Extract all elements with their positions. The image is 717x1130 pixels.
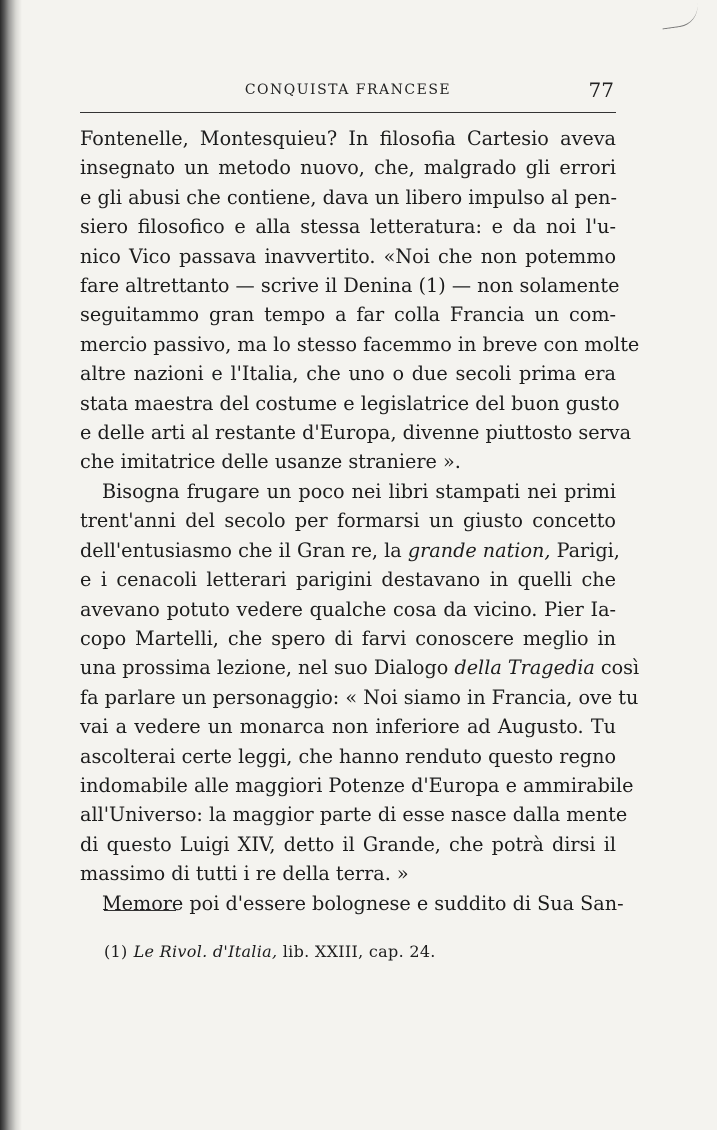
text-line: che imitatrice delle usanze straniere ». <box>80 450 461 474</box>
text-line: massimo di tutti i re della terra. » <box>80 862 409 886</box>
line-segment: una prossima lezione, nel suo Dialogo <box>80 656 455 680</box>
page-number: 77 <box>588 78 614 102</box>
text-line: fa parlare un personaggio: « Noi siamo in Francia, ove tu <box>80 685 639 709</box>
line-segment: Parigi, <box>550 538 620 562</box>
text-line: trent'anni del secolo per formarsi un giusto concetto <box>80 509 616 533</box>
italic-phrase: della Tragedia <box>454 656 595 680</box>
header-rule <box>80 112 616 113</box>
text-line: e delle arti al restante d'Europa, divenne piuttosto serva <box>80 421 632 445</box>
text-line: avevano potuto vedere qualche cosa da vicino. Pier Ia- <box>80 597 616 621</box>
text-line: altre nazioni e l'Italia, che uno o due secoli prima era <box>80 362 616 386</box>
text-line: mercio passivo, ma lo stesso facemmo in breve con molte <box>80 332 640 356</box>
line-segment: così <box>594 656 640 680</box>
footnote-number: (1) <box>104 942 128 961</box>
line-segment: dell'entusiasmo che il Gran re, la <box>80 538 408 562</box>
text-line <box>80 536 620 565</box>
text-line: indomabile alle maggiori Potenze d'Europa e ammirabile <box>80 773 634 797</box>
running-header <box>80 78 616 112</box>
footnote <box>104 942 436 961</box>
text-line: copo Martelli, che spero di farvi conoscere meglio in <box>80 626 616 650</box>
corner-pencil-mark <box>660 3 701 29</box>
text-line: Bisogna frugare un poco nei libri stampati nei primi <box>102 479 616 503</box>
footnote-reference: lib. XXIII, cap. 24. <box>277 942 436 961</box>
text-line: e i cenacoli letterari parigini destavano in quelli che <box>80 568 616 592</box>
text-line: all'Universo: la maggior parte di esse nasce dalla mente <box>80 803 628 827</box>
text-line: vai a vedere un monarca non inferiore ad Augusto. Tu <box>80 715 616 739</box>
footnote-title: Le Rivol. d'Italia, <box>133 942 278 961</box>
text-line: di questo Luigi XIV, detto il Grande, che potrà dirsi il <box>80 832 616 856</box>
text-line: Fontenelle, Montesquieu? In filosofia Cartesio aveva <box>80 127 616 150</box>
text-line: Memore poi d'essere bolognese e suddito di Sua San- <box>102 891 624 915</box>
text-line: e gli abusi che contiene, dava un libero impulso al pen- <box>80 185 618 209</box>
italic-phrase: grande nation, <box>407 538 551 562</box>
footnote-rule <box>104 910 176 911</box>
text-line: nico Vico passava inavvertito. «Noi che non potemmo <box>80 244 616 268</box>
text-line: siero filosofico e alla stessa letteratura: e da noi l'u- <box>80 215 616 239</box>
text-line: insegnato un metodo nuovo, che, malgrado gli errori <box>80 156 616 180</box>
running-title: CONQUISTA FRANCESE <box>244 82 452 98</box>
text-line: fare altrettanto — scrive il Denina (1) — non solamente <box>80 274 620 298</box>
text-line: stata maestra del costume e legislatrice del buon gusto <box>80 391 620 415</box>
page-binding-edge <box>0 0 22 1130</box>
text-line: seguitammo gran tempo a far colla Francia un com- <box>80 303 616 327</box>
body-text <box>80 124 640 918</box>
text-line: ascolterai certe leggi, che hanno renduto questo regno <box>80 744 616 768</box>
text-line <box>80 653 640 682</box>
